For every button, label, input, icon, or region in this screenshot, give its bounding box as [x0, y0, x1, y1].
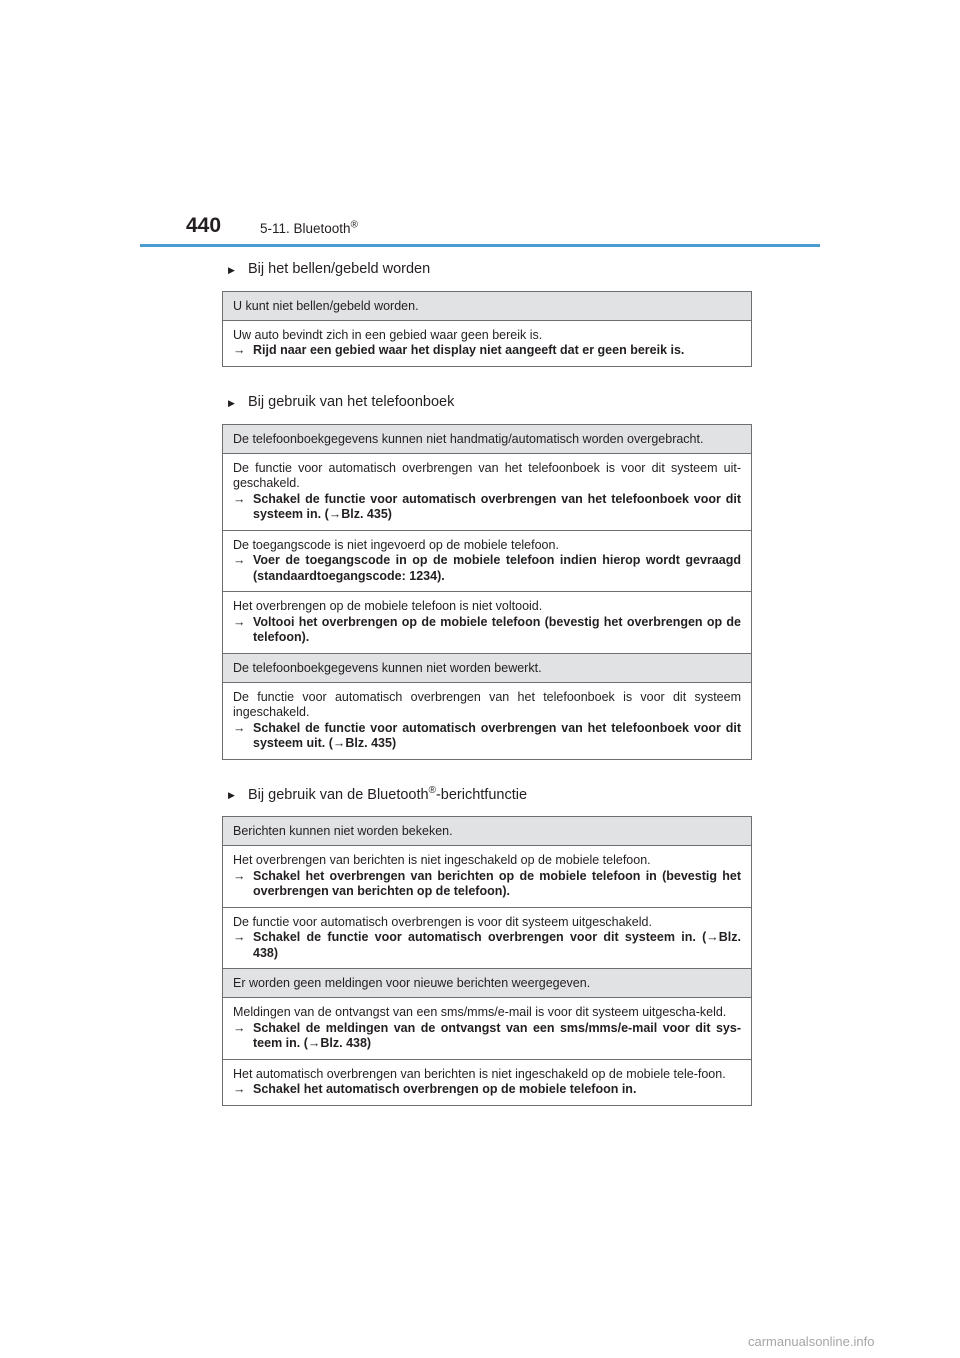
cause-text: De functie voor automatisch overbrengen is voor dit systeem uitgeschakeld. [233, 914, 652, 929]
troubleshooting-table [222, 424, 752, 760]
arrow-right-icon: → [233, 491, 246, 506]
cause-text: Meldingen van de ontvangst van een sms/mms/e-mail is voor dit systeem uitgescha-keld. [233, 1005, 727, 1020]
solution [233, 553, 741, 584]
symptom-row: Er worden geen meldingen voor nieuwe berichten weergegeven. [223, 969, 751, 998]
solution [233, 1021, 741, 1052]
bullet-triangle-icon: ▶ [228, 790, 235, 801]
solution [233, 930, 741, 961]
cause-text: Het automatisch overbrengen van berichten is niet ingeschakeld op de mobiele tele-foon. [233, 1066, 726, 1081]
solution [233, 492, 741, 523]
solution-text: Schakel de functie voor automatisch overbrengen van het telefoonboek voor dit systeem uit. (→Blz. 435) [253, 720, 741, 751]
cause-text: De functie voor automatisch overbrengen van het telefoonboek is voor dit systeem ingeschakeld. [233, 689, 741, 720]
arrow-right-icon: → [233, 930, 246, 945]
watermark: carmanualsonline.info [748, 1334, 875, 1349]
solution [233, 1082, 741, 1098]
section-heading [222, 256, 752, 279]
arrow-right-icon: → [233, 1020, 246, 1035]
solution-text: Schakel de functie voor automatisch overbrengen van het telefoonboek voor dit systeem in. (→Blz. 435) [253, 491, 741, 522]
section-heading-text: Bij het bellen/gebeld worden [248, 260, 431, 277]
cause-solution-row [223, 998, 751, 1060]
troubleshooting-content [222, 256, 752, 1128]
arrow-right-icon: → [233, 720, 246, 735]
arrow-right-icon: → [233, 1082, 246, 1097]
section-phonebook [222, 389, 752, 760]
cause-solution-row [223, 908, 751, 970]
page-header [140, 214, 820, 248]
cause-text: De functie voor automatisch overbrengen van het telefoonboek is voor dit systeem uit-geschakeld. [233, 460, 741, 491]
section-calling [222, 256, 752, 367]
solution-text: Schakel het overbrengen van berichten op de mobiele telefoon in (bevestig het overbrengen van berichten op de telefoon). [253, 868, 741, 899]
solution [233, 615, 741, 646]
arrow-right-icon: → [233, 614, 246, 629]
registered-mark: ® [350, 219, 358, 231]
cause-text: Uw auto bevindt zich in een gebied waar geen bereik is. [233, 327, 543, 342]
page-number: 440 [186, 214, 222, 237]
section-heading-text: Bij gebruik van de Bluetooth®-berichtfunctie [248, 784, 528, 803]
solution [233, 869, 741, 900]
solution-text: Schakel de meldingen van de ontvangst van een sms/mms/e-mail voor dit sys-teem in. (→Blz. 438) [253, 1020, 741, 1051]
solution [233, 343, 741, 359]
symptom-row: Berichten kunnen niet worden bekeken. [223, 817, 751, 846]
troubleshooting-table [222, 291, 752, 367]
arrow-right-icon: → [233, 553, 246, 568]
bullet-triangle-icon: ▶ [228, 397, 235, 408]
cause-solution-row [223, 454, 751, 531]
solution-text: Voltooi het overbrengen op de mobiele telefoon (bevestig het overbrengen op de telefoon). [253, 614, 741, 645]
symptom-row: De telefoonboekgegevens kunnen niet worden bewerkt. [223, 654, 751, 683]
symptom-row: U kunt niet bellen/gebeld worden. [223, 292, 751, 321]
symptom-row: De telefoonboekgegevens kunnen niet handmatig/automatisch worden overgebracht. [223, 425, 751, 454]
bullet-triangle-icon: ▶ [228, 264, 235, 275]
arrow-right-icon: → [233, 343, 246, 358]
solution [233, 721, 741, 752]
cause-text: Het overbrengen van berichten is niet ingeschakeld op de mobiele telefoon. [233, 853, 651, 868]
header-rule [140, 244, 820, 247]
cause-text: Het overbrengen op de mobiele telefoon is niet voltooid. [233, 599, 543, 614]
chapter-title [260, 220, 358, 238]
section-heading [222, 389, 752, 412]
solution-text: Schakel de functie voor automatisch overbrengen voor dit systeem in. (→Blz. 438) [253, 930, 741, 960]
cause-solution-row [223, 846, 751, 908]
cause-solution-row [223, 683, 751, 759]
solution-text: Schakel het automatisch overbrengen op de mobiele telefoon in. [253, 1082, 637, 1097]
cause-text: De toegangscode is niet ingevoerd op de mobiele telefoon. [233, 537, 559, 552]
solution-text: Rijd naar een gebied waar het display niet aangeeft dat er geen bereik is. [253, 343, 685, 358]
cause-solution-row [223, 531, 751, 593]
troubleshooting-table [222, 816, 752, 1106]
cause-solution-row [223, 1060, 751, 1105]
solution-text: Voer de toegangscode in op de mobiele telefoon indien hierop wordt gevraagd (standaardtoegangscode: 1234). [253, 553, 741, 583]
arrow-right-icon: → [233, 868, 246, 883]
chapter-title-text: 5-11. Bluetooth [260, 221, 351, 236]
section-heading-text: Bij gebruik van het telefoonboek [248, 393, 455, 410]
section-heading [222, 782, 752, 805]
cause-solution-row [223, 592, 751, 654]
section-messaging [222, 782, 752, 1106]
cause-solution-row [223, 321, 751, 366]
